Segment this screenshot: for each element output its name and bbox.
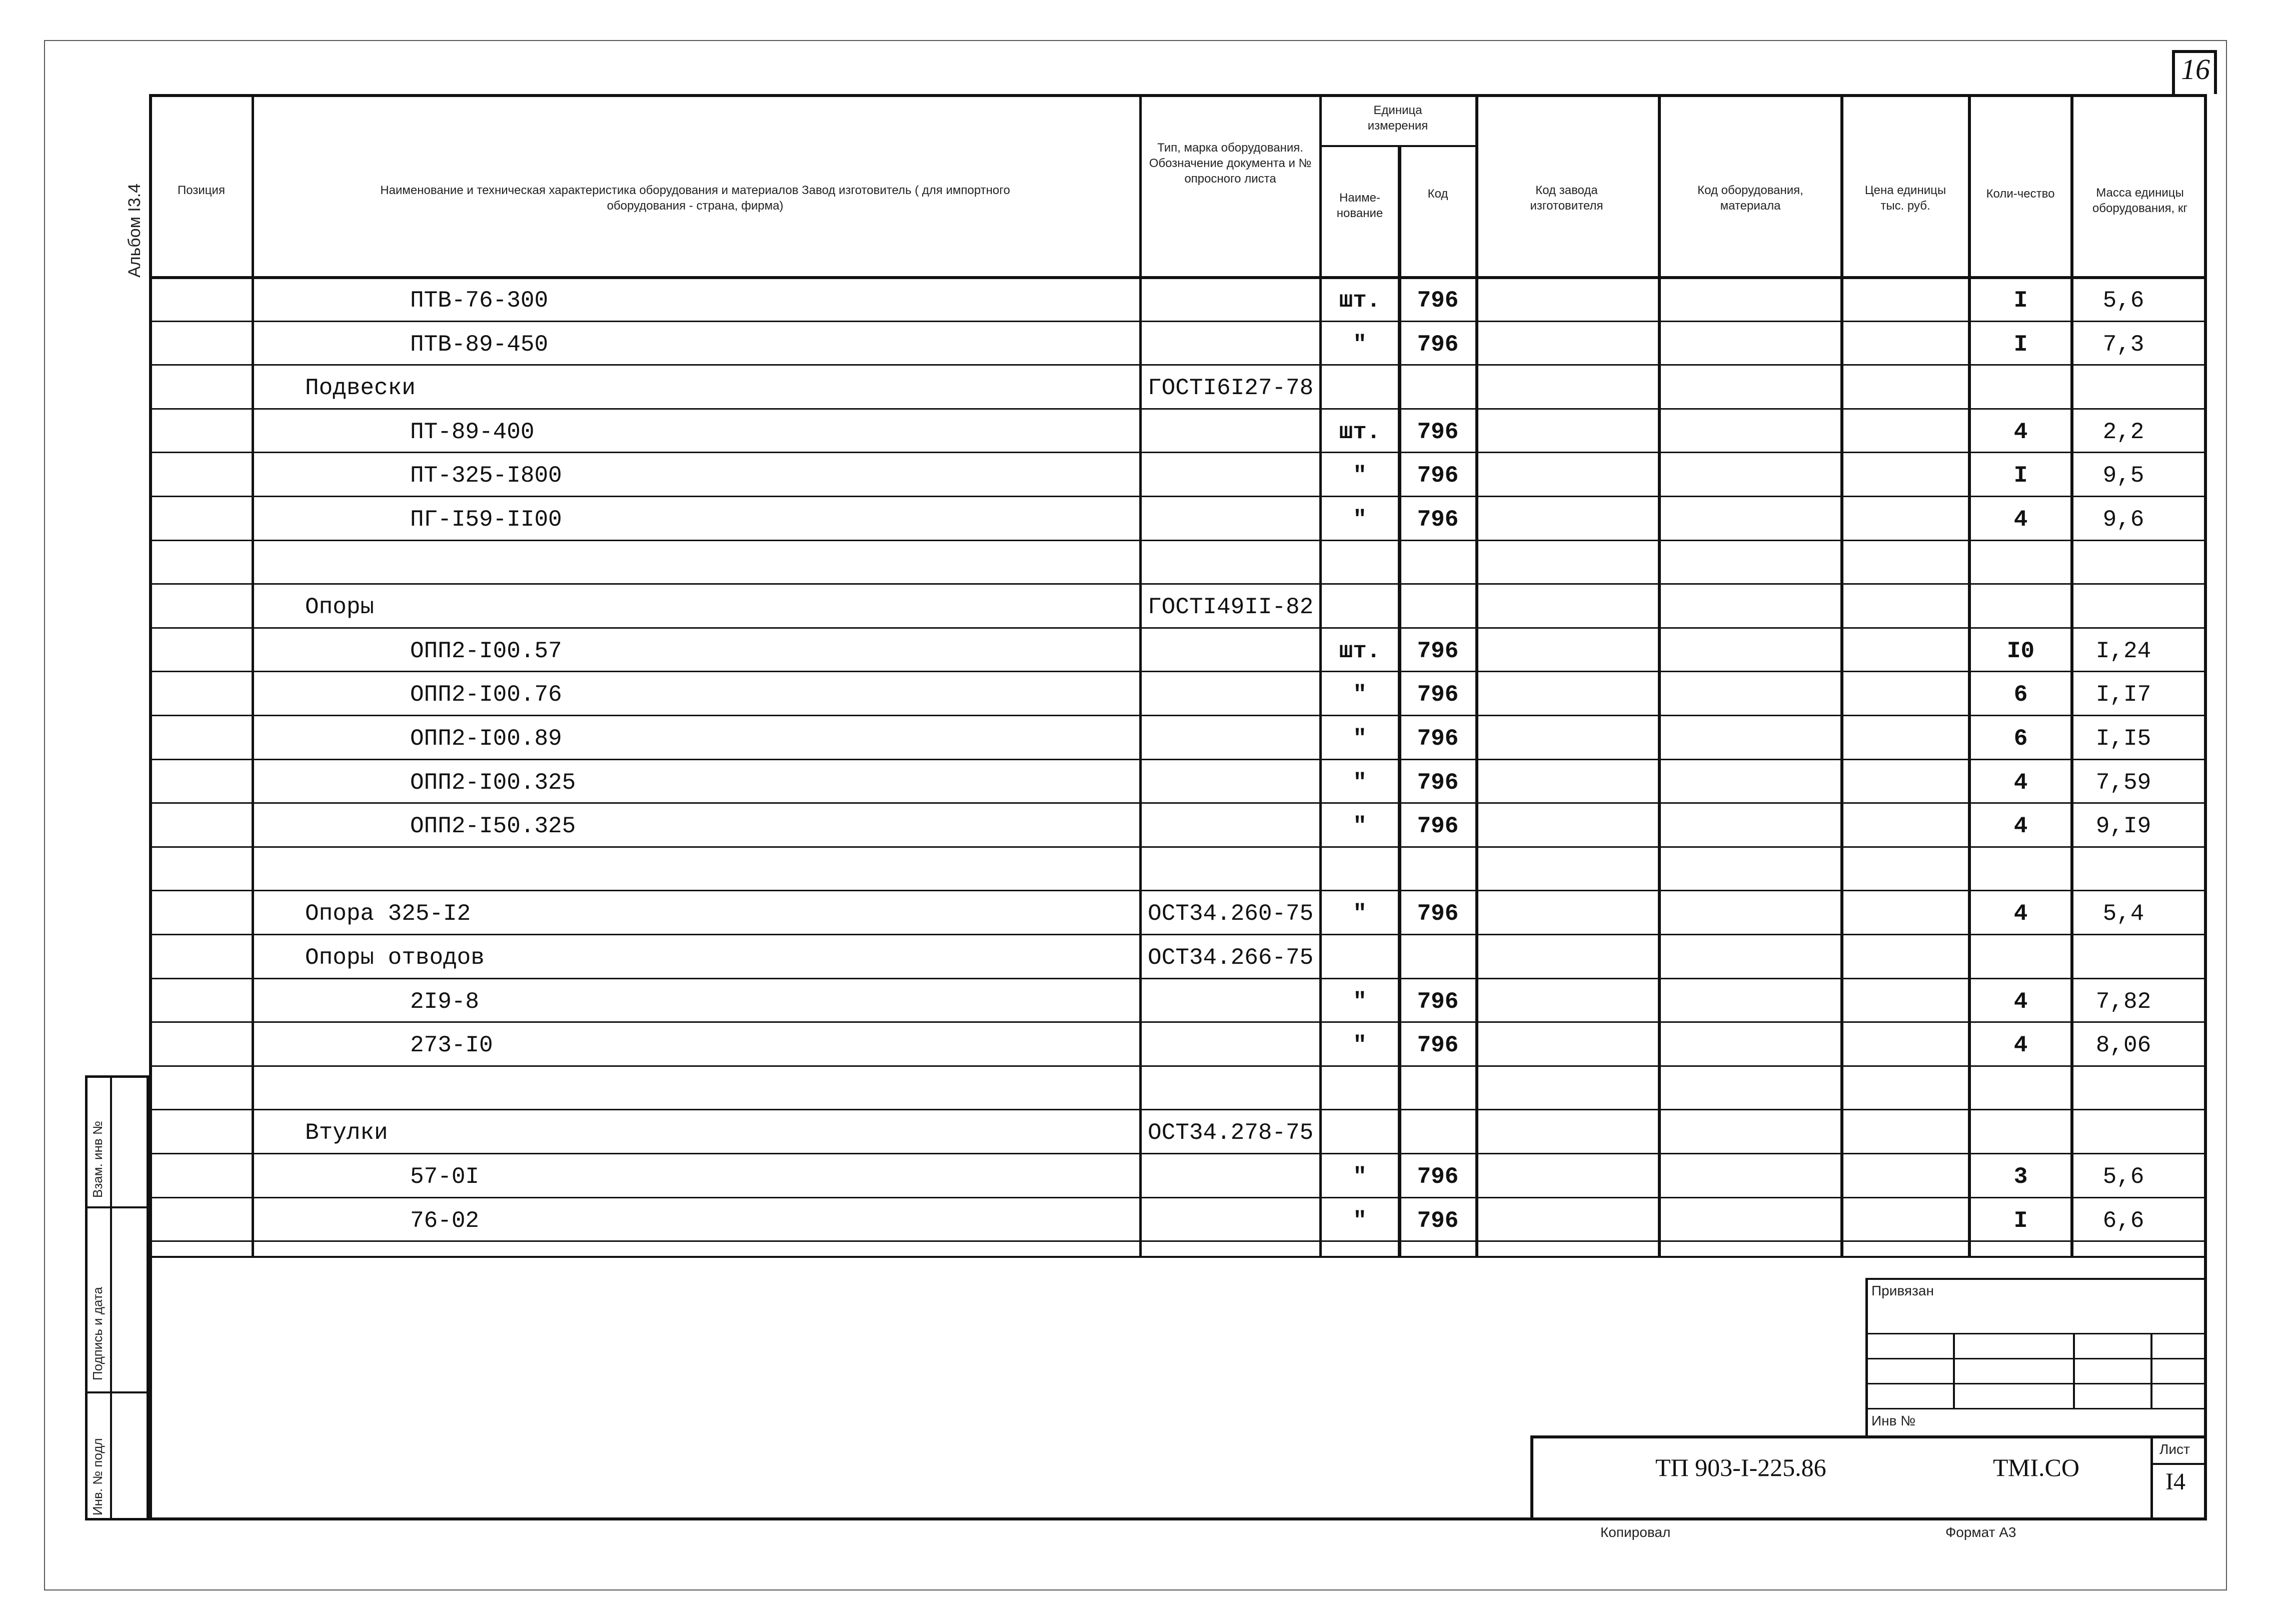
row-mass: 8,06 [2095,1032,2151,1058]
doc-code: ТП 903-I-225.86 [1655,1453,1826,1481]
row-code: 796 [1417,638,1459,664]
row-name: Подвески [305,375,416,401]
row-unit: " [1353,901,1367,927]
row-type: ГОСТI6I27-78 [1148,375,1314,401]
row-code: 796 [1417,288,1459,314]
row-unit: шт. [1339,419,1381,445]
header-equipment-code: Код оборудования, материала [1697,184,1803,213]
title-block [1530,1435,2207,1520]
stamp-attached-label: Привязан [1871,1283,1934,1298]
row-name: Втулки [305,1120,388,1146]
row-unit: шт. [1339,288,1381,314]
row-divider [149,759,2207,760]
row-quantity: 4 [2013,419,2028,445]
row-mass: 6,6 [2102,1208,2144,1234]
header-type: Тип, марка оборудования. Обозначение документа и № опросного листа [1149,141,1312,186]
row-mass: 9,5 [2102,463,2144,489]
row-name: ОПП2-I00.89 [410,726,562,752]
row-mass: 7,3 [2102,332,2144,358]
row-name: ПТ-89-400 [410,419,535,445]
row-name: ОПП2-I00.76 [410,682,562,708]
row-unit: " [1353,813,1367,839]
row-name: ПТВ-89-450 [410,332,549,358]
row-mass: 9,6 [2102,507,2144,533]
sheet-label: Лист [2159,1441,2190,1457]
row-divider [149,364,2207,366]
row-quantity: 6 [2013,726,2028,752]
row-mass: 5,4 [2102,901,2144,927]
row-code: 796 [1417,332,1459,358]
header-divider [149,276,2207,279]
row-mass: 7,59 [2095,770,2151,796]
row-name: ОПП2-I00.57 [410,638,562,664]
row-quantity: 4 [2013,1032,2028,1058]
row-quantity: 4 [2013,989,2028,1015]
row-divider [149,408,2207,410]
row-divider [149,1197,2207,1198]
row-divider [149,1065,2207,1067]
row-divider [149,934,2207,935]
row-quantity: 4 [2013,507,2028,533]
row-type: ОСТ34.278-75 [1148,1120,1314,1146]
header-price: Цена единицы тыс. руб. [1864,184,1946,213]
row-name: Опоры отводов [305,945,485,971]
row-name: 76-02 [410,1208,480,1234]
row-quantity: 4 [2013,770,2028,796]
row-divider [149,715,2207,716]
row-mass: 2,2 [2102,419,2144,445]
format-label: Формат А3 [1945,1524,2016,1540]
row-unit: шт. [1339,638,1381,664]
row-code: 796 [1417,770,1459,796]
header-quantity: Коли-чество [1986,187,2055,201]
row-divider [149,1021,2207,1023]
row-code: 796 [1417,989,1459,1015]
row-name: ПТВ-76-300 [410,288,549,314]
row-quantity: I [2013,463,2028,489]
doc-part: ТМI.СО [1993,1453,2079,1481]
row-code: 796 [1417,726,1459,752]
row-unit: " [1353,726,1367,752]
row-divider [149,496,2207,497]
row-divider [149,1109,2207,1110]
row-type: ОСТ34.260-75 [1148,901,1314,927]
header-position: Позиция [178,184,225,197]
row-divider [149,671,2207,672]
row-divider [149,890,2207,891]
header-name: Наименование и техническая характеристика оборудования и материалов Завод изготовитель ( для импортного оборудования - страна, фирма) [380,184,1010,213]
stamp-inv-label: Инв № [1871,1413,1916,1428]
row-quantity: I [2013,1208,2028,1234]
header-unit-code: Код [1427,187,1448,201]
row-mass: 9,I9 [2095,813,2151,839]
row-quantity: 3 [2013,1164,2028,1190]
copied-label: Копировал [1600,1524,1671,1540]
row-divider [149,846,2207,848]
row-divider [149,627,2207,629]
side-stamp-signature: Подпись и дата [90,1286,105,1380]
row-divider [149,583,2207,585]
row-name: 57-0I [410,1164,480,1190]
row-divider [149,802,2207,804]
row-unit: " [1353,332,1367,358]
row-type: ГОСТI49II-82 [1148,594,1314,620]
row-mass: I,I7 [2095,682,2151,708]
row-code: 796 [1417,813,1459,839]
row-unit: " [1353,507,1367,533]
row-code: 796 [1417,1164,1459,1190]
row-quantity: 4 [2013,813,2028,839]
row-quantity: 6 [2013,682,2028,708]
album-label: Альбом I3.4 [125,183,144,278]
side-stamp-inventory: Инв. № подл [90,1438,105,1515]
row-name: 273-I0 [410,1032,493,1058]
row-quantity: I [2013,332,2028,358]
row-divider [149,452,2207,453]
row-divider [149,1153,2207,1154]
row-quantity: 4 [2013,901,2028,927]
row-code: 796 [1417,1032,1459,1058]
row-mass: I,24 [2095,638,2151,664]
row-quantity: I0 [2006,638,2035,664]
header-unit-group: Единица измерения [1367,104,1428,133]
row-name: ОПП2-I00.325 [410,770,576,796]
row-code: 796 [1417,682,1459,708]
sheet-value: I4 [2165,1468,2185,1495]
row-code: 796 [1417,419,1459,445]
row-name: ПТ-325-I800 [410,463,562,489]
row-unit: " [1353,770,1367,796]
row-unit: " [1353,463,1367,489]
row-name: Опоры [305,594,375,620]
row-code: 796 [1417,463,1459,489]
row-divider [149,1240,2207,1242]
row-divider [149,321,2207,322]
row-divider [149,978,2207,979]
row-unit: " [1353,682,1367,708]
row-mass: 5,6 [2102,288,2144,314]
row-unit: " [1353,1032,1367,1058]
header-mass: Масса единицы оборудования, кг [2092,186,2188,216]
row-unit: " [1353,989,1367,1015]
row-name: Опора 325-I2 [305,901,471,927]
row-type: ОСТ34.266-75 [1148,945,1314,971]
row-name: ПГ-I59-II00 [410,507,562,533]
sheet-number: 16 [2181,53,2210,86]
row-code: 796 [1417,507,1459,533]
row-quantity: I [2013,288,2028,314]
row-mass: 7,82 [2095,989,2151,1015]
header-unit-name: Наиме-нование [1336,191,1383,221]
row-mass: I,I5 [2095,726,2151,752]
row-mass: 5,6 [2102,1164,2144,1190]
side-stamp-replace: Взам. инв № [90,1121,105,1198]
row-unit: " [1353,1208,1367,1234]
header-factory-code: Код завода изготовителя [1530,184,1603,213]
row-divider [149,540,2207,541]
row-unit: " [1353,1164,1367,1190]
row-name: ОПП2-I50.325 [410,813,576,839]
row-name: 2I9-8 [410,989,480,1015]
row-code: 796 [1417,901,1459,927]
row-code: 796 [1417,1208,1459,1234]
